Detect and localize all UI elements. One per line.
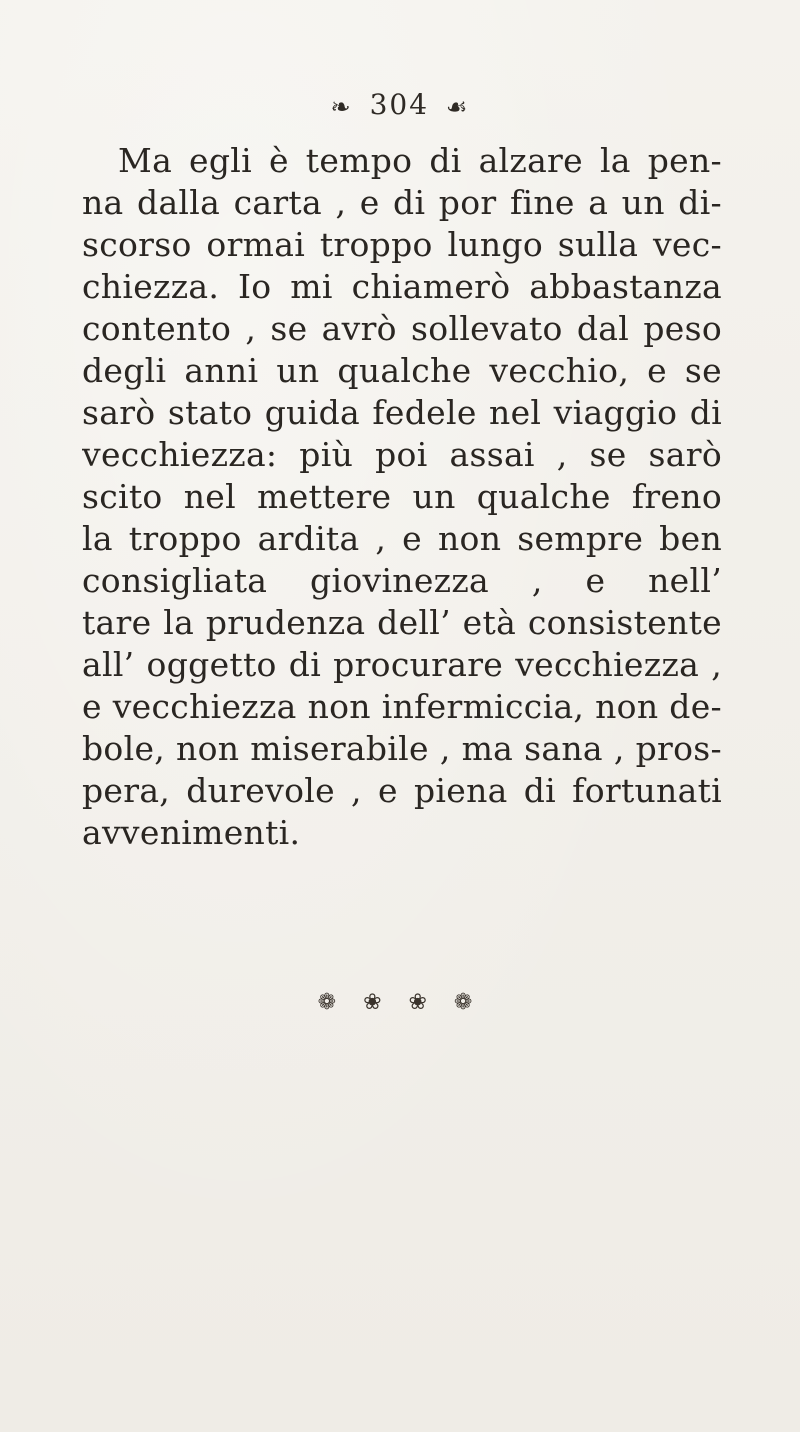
- text-line: sarò stato guida fedele nel viaggio di: [82, 393, 722, 432]
- text-line: vecchiezza: più poi assai , se sarò: [82, 435, 722, 474]
- text-line: scorso ormai troppo lungo sulla vec-: [82, 225, 722, 264]
- page-number: 304: [369, 88, 430, 121]
- text-line: e vecchiezza non infermiccia, non de-: [82, 687, 722, 726]
- text-line: degli anni un qualche vecchio, e se: [82, 351, 722, 390]
- text-line: chiezza. Io mi chiamerò abbastanza: [82, 267, 722, 306]
- text-line: consigliata giovinezza , e nell’: [82, 561, 722, 600]
- ornament-right-icon: ☙: [445, 92, 470, 121]
- text-line: Ma egli è tempo di alzare la pen-: [118, 141, 722, 180]
- text-line: bole, non miserabile , ma sana , pros-: [82, 729, 722, 768]
- fleuron-ornament-icon: ❁ ❀ ❀ ❁: [317, 990, 483, 1015]
- text-line: contento , se avrò sollevato dal peso: [82, 309, 722, 348]
- text-line: pera, durevole , e piena di fortunati: [82, 771, 722, 810]
- text-line: la troppo ardita , e non sempre ben: [82, 519, 722, 558]
- text-line: scito nel mettere un qualche freno: [82, 477, 722, 516]
- body-paragraph: [82, 140, 722, 854]
- text-line: na dalla carta , e di por fine a un di-: [82, 183, 722, 222]
- text-line: tare la prudenza dell’ età consistente: [82, 603, 722, 642]
- ornament-left-icon: ❧: [330, 92, 353, 121]
- text-line: all’ oggetto di procurare vecchiezza ,: [82, 645, 722, 684]
- page-header: [0, 88, 800, 121]
- text-line-last: avvenimenti.: [82, 813, 301, 852]
